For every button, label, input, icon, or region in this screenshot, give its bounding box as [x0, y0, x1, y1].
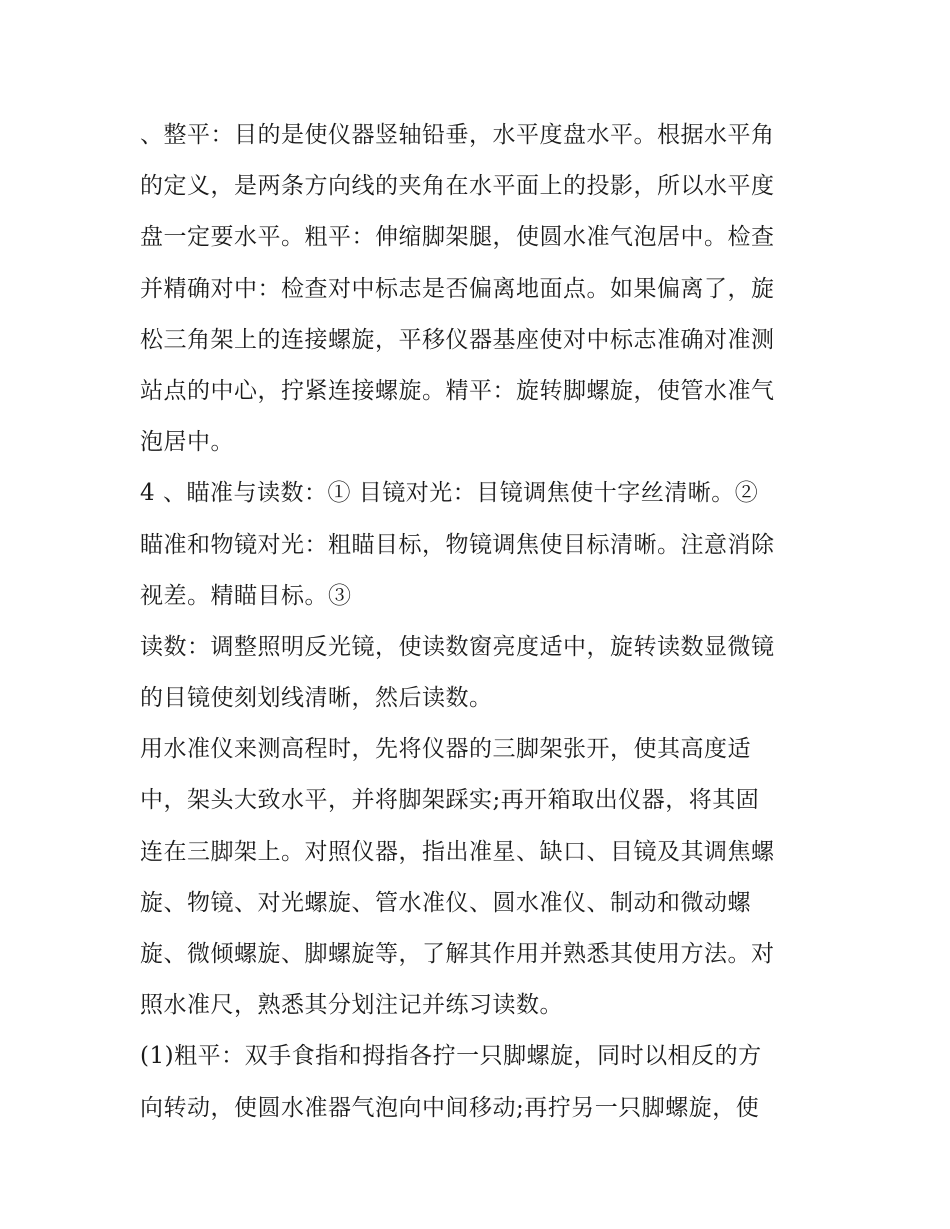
text-line: 向转动，使圆水准器气泡向中间移动;再拧另一只脚螺旋，使 — [140, 1094, 760, 1121]
text-line: 中，架头大致水平，并将脚架踩实;再开箱取出仪器，将其固 — [140, 787, 760, 814]
text-line: 泡居中。 — [140, 429, 234, 456]
text-line: 旋、物镜、对光螺旋、管水准仪、圆水准仪、制动和微动螺 — [140, 889, 751, 916]
text-line: (1)粗平：双手食指和拇指各拧一只脚螺旋，同时以相反的方 — [140, 1043, 762, 1070]
text-line: 站点的中心，拧紧连接螺旋。精平：旋转脚螺旋，使管水准气 — [140, 377, 775, 404]
text-line: 照水准尺，熟悉其分划注记并练习读数。 — [140, 992, 563, 1019]
body-text — [140, 110, 820, 1134]
text-line: 的定义，是两条方向线的夹角在水平面上的投影，所以水平度 — [140, 173, 775, 200]
text-line: 读数：调整照明反光镜，使读数窗亮度适中，旋转读数显微镜 — [140, 633, 775, 660]
text-line: 旋、微倾螺旋、脚螺旋等，了解其作用并熟悉其使用方法。对 — [140, 941, 775, 967]
text-line: 用水准仪来测高程时，先将仪器的三脚架张开，使其高度适 — [140, 736, 751, 763]
text-line: 的目镜使刻划线清晰，然后读数。 — [140, 685, 493, 712]
text-line: 视差。精瞄目标。③ — [140, 582, 352, 609]
text-line: 瞄准和物镜对光：粗瞄目标，物镜调焦使目标清晰。注意消除 — [140, 531, 775, 558]
text-line: 松三角架上的连接螺旋，平移仪器基座使对中标志准确对准测 — [140, 326, 775, 353]
text-line: 连在三脚架上。对照仪器，指出准星、缺口、目镜及其调焦螺 — [140, 838, 775, 865]
text-line: 4 、瞄准与读数：① 目镜对光：目镜调焦使十字丝清晰。② — [140, 480, 759, 507]
text-line: 、整平：目的是使仪器竖轴铅垂，水平度盘水平。根据水平角 — [140, 122, 775, 148]
text-line: 盘一定要水平。粗平：伸缩脚架腿，使圆水准气泡居中。检查 — [140, 224, 775, 251]
text-line: 并精确对中：检查对中标志是否偏离地面点。如果偏离了，旋 — [140, 275, 775, 302]
